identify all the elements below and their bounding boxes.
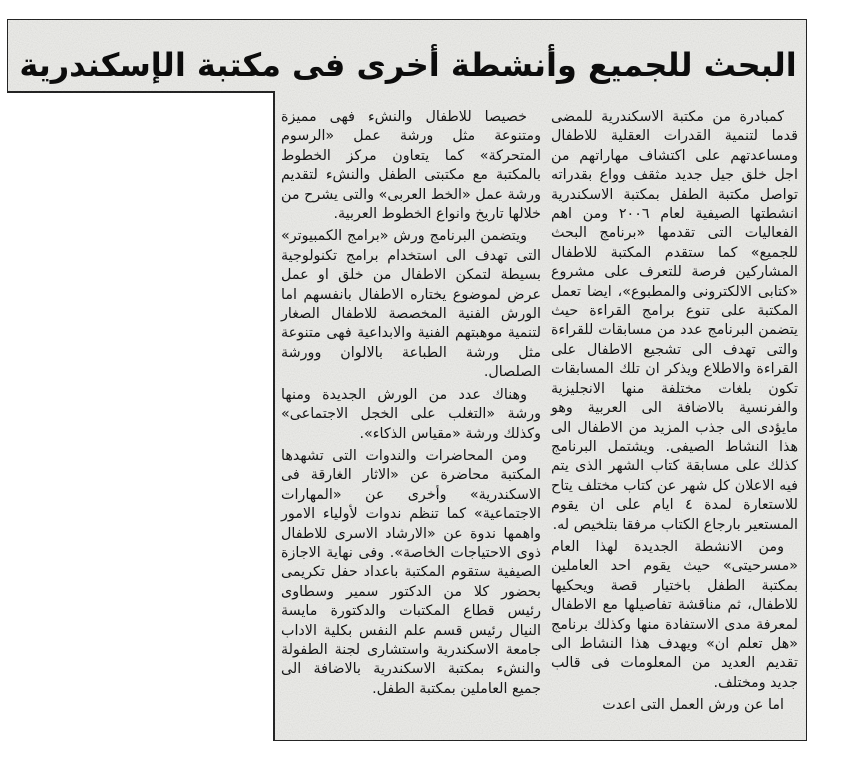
newspaper-clipping	[6, 18, 808, 742]
paragraph: كمبادرة من مكتبة الاسكندرية للمضى قدما لتنمية القدرات العقلية للاطفال ومساعدتهم على اكتشاف مهاراتهم من اجل خلق جيل جديد مثقف وواع بقدراته تواصل مكتبة الطفل بمكتبة الاسكندرية انشطتها الصيفية لعام ٢٠٠٦ ومن اهم الفعاليات التى تقدمها «برنامج البحث للجميع» كما ستقدم المكتبة للاطفال المشاركين فرصة للتعرف على مشروع «كتابى الالكترونى والمطبوع»، ايضا تعمل المكتبة على تنوع برامج القراءة حيث يتضمن البرنامج عدد من مسابقات للقراءة والتى تهدف الى تشجيع الاطفال على القراءة والاطلاع ويذكر ان تلك المسابقات تكون بلغات مختلفة منها الانجليزية والفرنسية بالاضافة الى العربية وهو مايؤدى الى جذب المزيد من الاطفال الى هذا النشاط الصيفى. ويشتمل البرنامج كذلك على مسابقة كتاب الشهر الذى يتم فيه الاعلان كل شهر عن كتاب مختلف يتاح للاستعارة لمدة ٤ ايام على ان يقوم المستعير بارجاع الكتاب مرفقا بتلخيص له.	[551, 109, 799, 533]
paragraph: اما عن ورش العمل التى اعدت	[602, 697, 784, 714]
paragraph: ويتضمن البرنامج ورش «برامج الكمبيوتر» التى تهدف الى استخدام برامج تكنولوجية بسيطة لتمكن الاطفال من خلق او عمل عرض لموضوع يختاره الاطفال بانفسهم اما الورش الفنية المخصصة للاطفال الصغار لتنمية موهبتهم الفنية والابداعية فهى متنوعة مثل ورشة الطباعة بالالوان وورشة الصلصال.	[281, 228, 541, 381]
article-column-right	[551, 108, 798, 719]
paragraph: وهناك عدد من الورش الجديدة ومنها ورشة «التغلب على الخجل الاجتماعى» وكذلك ورشة «مقياس الذكاء».	[281, 386, 541, 442]
paragraph: ومن المحاضرات والندوات التى تشهدها المكتبة محاضرة عن «الاثار الغارقة فى الاسكندرية» وأخرى عن «المهارات الاجتماعية» كما تنظم ندوات لأولياء الامور واهمها ندوة عن «الارشاد الاسرى للاطفال ذوى الاحتياجات الخاصة». وفى نهاية الاجازة الصيفية ستقوم المكتبة باعداد حفل تكريمى بحضور كلا من الدكتور سمير وسطاوى رئيس قطاع المكتبات والدكتورة مايسة النيال رئيس قسم علم النفس بكلية الاداب جامعة الاسكندرية واستشارى لجنة الطفولة والنشء بمكتبة الاسكندرية بالاضافة الى جميع العاملين بمكتبة الطفل.	[281, 447, 541, 697]
headline: البحث للجميع وأنشطة أخرى فى مكتبة الإسكندرية	[19, 46, 797, 84]
paragraph: ومن الانشطة الجديدة لهذا العام «مسرحيتى» حيث يقوم احد العاملين بمكتبة الطفل باختيار قصة ويحكيها للاطفال، ثم مناقشة تفاصيلها مع الاطفال لمعرفة مدى الاستفادة منها وكذلك برنامج «هل تعلم ان» ويهدف هذا النشاط الى تقديم العديد من المعلومات فى قالب جديد ومختلف.	[551, 538, 798, 691]
article-column-left	[281, 108, 541, 702]
paragraph: خصيصا للاطفال والنشء فهى مميزة ومتنوعة مثل ورشة عمل «الرسوم المتحركة» كما يتعاون مركز الخطوط بالمكتبة مع مكتبتى الطفل والنشء لتقديم ورشة عمل «الخط العربى» والتى يشرح من خلالها تاريخ وانواع الخطوط العربية.	[281, 109, 541, 223]
